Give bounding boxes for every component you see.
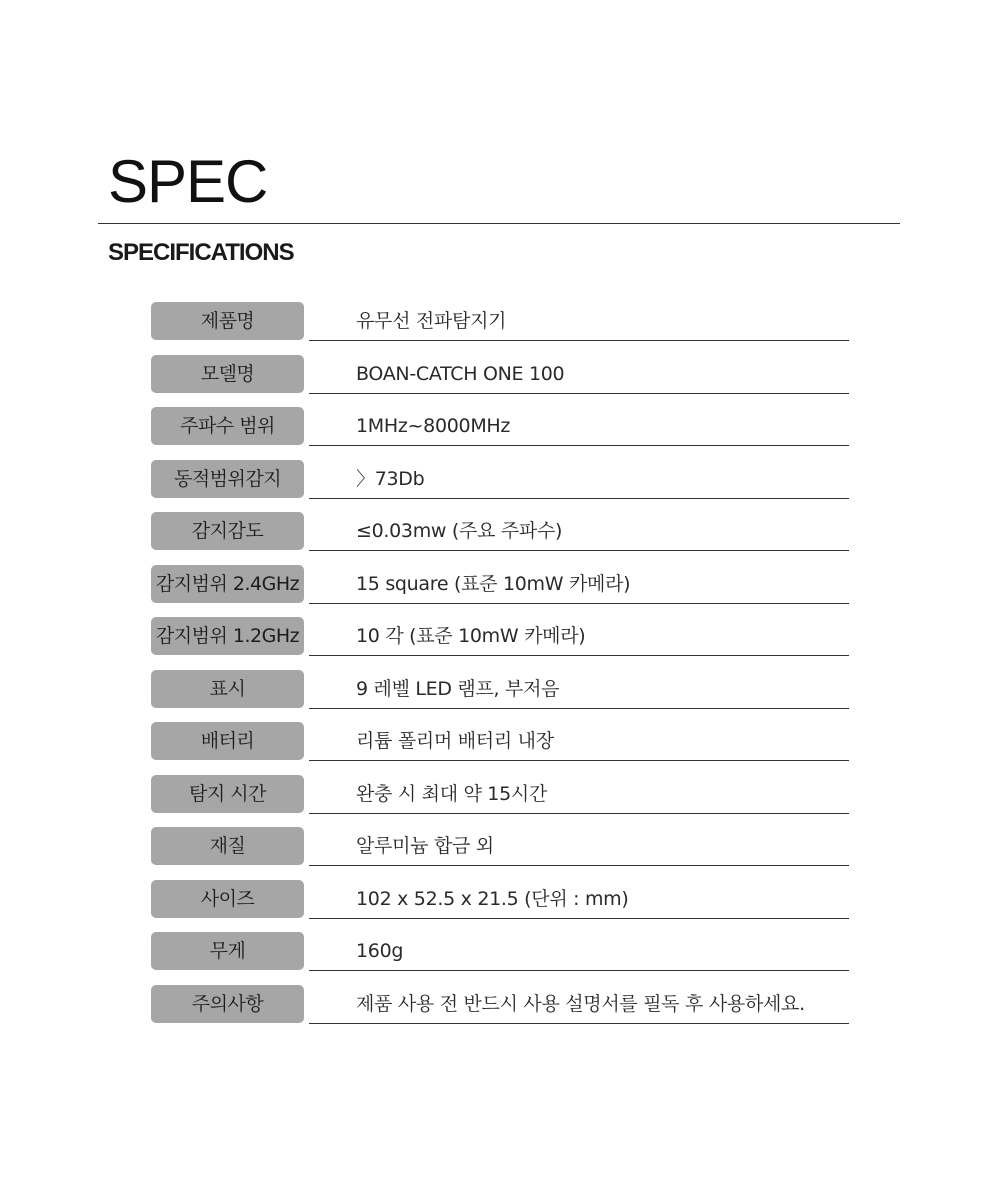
spec-value: 15 square (표준 10mW 카메라) bbox=[356, 572, 631, 595]
spec-value: 160g bbox=[356, 940, 404, 962]
spec-row-range-1-2ghz bbox=[151, 617, 849, 670]
row-divider bbox=[309, 550, 849, 551]
row-divider bbox=[309, 760, 849, 761]
spec-value: ≤0.03mw (주요 주파수) bbox=[356, 520, 563, 542]
spec-row-display bbox=[151, 670, 849, 723]
row-divider bbox=[309, 603, 849, 604]
spec-row-detection-time bbox=[151, 775, 849, 828]
spec-label: 제품명 bbox=[151, 302, 304, 340]
spec-row-caution bbox=[151, 985, 849, 1038]
row-divider bbox=[309, 393, 849, 394]
row-divider bbox=[309, 918, 849, 919]
spec-label: 배터리 bbox=[151, 722, 304, 760]
spec-label: 감지감도 bbox=[151, 512, 304, 550]
spec-row-sensitivity bbox=[151, 512, 849, 565]
row-divider bbox=[309, 445, 849, 446]
spec-label: 탐지 시간 bbox=[151, 775, 304, 813]
spec-label: 동적범위감지 bbox=[151, 460, 304, 498]
spec-label: 모델명 bbox=[151, 355, 304, 393]
spec-label: 주의사항 bbox=[151, 985, 304, 1023]
spec-label: 주파수 범위 bbox=[151, 407, 304, 445]
spec-value: 1MHz~8000MHz bbox=[356, 415, 511, 437]
spec-row-battery bbox=[151, 722, 849, 775]
spec-value: BOAN-CATCH ONE 100 bbox=[356, 362, 565, 385]
spec-label: 감지범위 1.2GHz bbox=[151, 617, 304, 655]
title-divider bbox=[98, 223, 900, 224]
spec-row-model-name bbox=[151, 355, 849, 408]
spec-row-size bbox=[151, 880, 849, 933]
spec-row-product-name bbox=[151, 302, 849, 355]
spec-value: 9 레벨 LED 램프, 부저음 bbox=[356, 677, 560, 700]
row-divider bbox=[309, 970, 849, 971]
spec-value: 제품 사용 전 반드시 사용 설명서를 필독 후 사용하세요. bbox=[356, 992, 805, 1015]
spec-value: 102 x 52.5 x 21.5 (단위 : mm) bbox=[356, 887, 629, 910]
row-divider bbox=[309, 1023, 849, 1024]
spec-value: 〉73Db bbox=[356, 467, 425, 490]
spec-value: 완충 시 최대 약 15시간 bbox=[356, 782, 547, 805]
spec-label: 표시 bbox=[151, 670, 304, 708]
row-divider bbox=[309, 813, 849, 814]
spec-table bbox=[151, 302, 849, 1037]
row-divider bbox=[309, 708, 849, 709]
spec-value: 유무선 전파탐지기 bbox=[356, 310, 507, 332]
spec-row-dynamic-range bbox=[151, 460, 849, 513]
row-divider bbox=[309, 340, 849, 341]
spec-value: 리튬 폴리머 배터리 내장 bbox=[356, 730, 554, 752]
spec-label: 감지범위 2.4GHz bbox=[151, 565, 304, 603]
section-heading: SPECIFICATIONS bbox=[108, 239, 294, 266]
spec-label: 재질 bbox=[151, 827, 304, 865]
page-title: SPEC bbox=[108, 148, 268, 215]
row-divider bbox=[309, 498, 849, 499]
spec-value: 10 각 (표준 10mW 카메라) bbox=[356, 625, 586, 647]
spec-label: 사이즈 bbox=[151, 880, 304, 918]
spec-row-frequency-range bbox=[151, 407, 849, 460]
spec-row-weight bbox=[151, 932, 849, 985]
row-divider bbox=[309, 655, 849, 656]
spec-row-material bbox=[151, 827, 849, 880]
row-divider bbox=[309, 865, 849, 866]
spec-value: 알루미늄 합금 외 bbox=[356, 835, 494, 857]
spec-label: 무게 bbox=[151, 932, 304, 970]
spec-row-range-2-4ghz bbox=[151, 565, 849, 618]
